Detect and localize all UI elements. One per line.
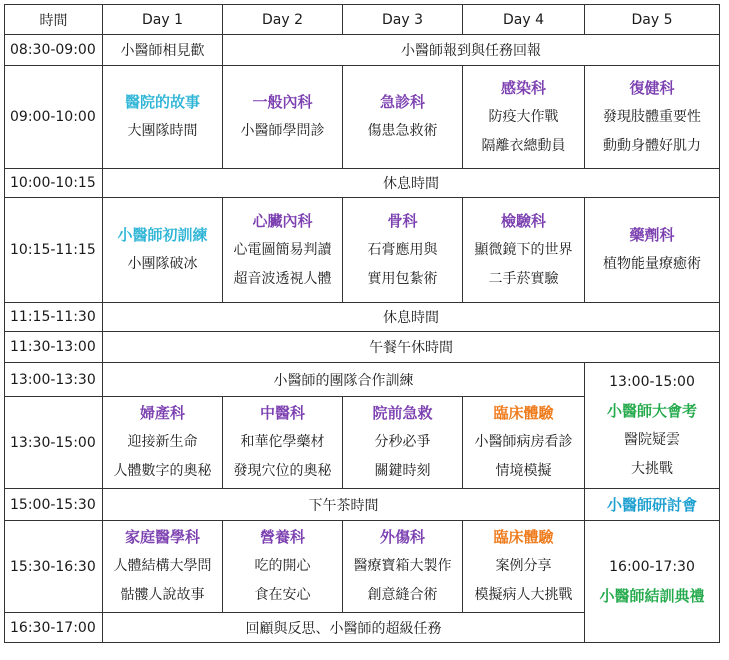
time-slot: 16:30-17:00 (5, 613, 103, 643)
session-cell (463, 66, 585, 169)
session-cell (585, 66, 720, 169)
session-detail: 實用包紮術 (367, 270, 438, 287)
subject-title: 藥劑科 (629, 226, 675, 244)
subject-title: 小醫師研討會 (606, 496, 697, 514)
header-day-3: Day 3 (343, 5, 463, 35)
time-slot: 13:00-13:30 (5, 363, 103, 397)
time-slot: 15:30-16:30 (5, 521, 103, 613)
session-cell (463, 198, 585, 303)
subject-title: 檢驗科 (500, 211, 546, 230)
session-cell (223, 397, 343, 489)
session-cell (343, 397, 463, 489)
session-detail: 發現穴位的奧秘 (233, 463, 332, 479)
break-activity: 休息時間 (103, 169, 720, 198)
session-time: 16:00-17:30 (609, 558, 695, 575)
header-day-5: Day 5 (585, 5, 720, 35)
session-cell (103, 198, 223, 303)
session-detail: 人體結構大學問 (113, 558, 212, 574)
session-detail: 大挑戰 (631, 460, 673, 477)
schedule-row (5, 521, 720, 613)
schedule-row (5, 489, 720, 521)
subject-title: 營養科 (259, 528, 305, 546)
subject-title: 臨床體驗 (493, 528, 554, 546)
session-cell (463, 521, 585, 613)
schedule-row (5, 66, 720, 169)
session-detail: 心電圖簡易判讀 (233, 241, 332, 258)
schedule-row (5, 363, 720, 397)
schedule-row (5, 169, 720, 198)
session-detail: 大團隊時間 (127, 123, 198, 139)
session-detail: 顯微鏡下的世界 (474, 241, 573, 258)
session-cell (585, 198, 720, 303)
session-detail: 小醫師病房看診 (474, 434, 573, 450)
header-row (5, 5, 720, 35)
subject-title: 骨科 (387, 211, 418, 230)
session-detail: 醫院疑雲 (624, 431, 680, 448)
header-day-4: Day 4 (463, 5, 585, 35)
header-day-2: Day 2 (223, 5, 343, 35)
subject-title: 一般內科 (252, 93, 313, 111)
session-detail: 動動身體好肌力 (603, 137, 701, 154)
subject-title: 外傷科 (379, 528, 425, 546)
session-detail: 關鍵時刻 (374, 463, 431, 479)
session-detail: 創意縫合術 (367, 587, 438, 603)
session-detail: 模擬病人大挑戰 (474, 587, 573, 603)
subject-title: 小醫師初訓練 (117, 226, 208, 244)
merged-activity: 回顧與反思、小醫師的超級任務 (103, 613, 585, 643)
session-detail: 分秒必爭 (374, 434, 431, 450)
header-day-1: Day 1 (103, 5, 223, 35)
session-detail: 發現肢體重要性 (603, 108, 701, 125)
session-cell (223, 521, 343, 613)
session-cell (223, 66, 343, 169)
session-time: 13:00-15:00 (609, 373, 695, 390)
schedule-row (5, 35, 720, 66)
subject-title: 小醫師大會考 (606, 401, 697, 420)
session-detail: 人體數字的奧秘 (113, 463, 212, 479)
time-slot: 11:15-11:30 (5, 303, 103, 332)
session-detail: 食在安心 (254, 587, 311, 603)
time-slot: 15:00-15:30 (5, 489, 103, 521)
session-detail: 石膏應用與 (367, 241, 438, 258)
session-detail: 案例分享 (495, 558, 552, 574)
subject-title: 院前急救 (372, 404, 433, 422)
session-cell (343, 66, 463, 169)
session-detail: 小團隊破冰 (127, 256, 198, 272)
day5-seminar-cell (585, 489, 720, 521)
merged-activity: 小醫師的團隊合作訓練 (103, 363, 585, 397)
subject-title: 急診科 (379, 93, 425, 111)
session-detail: 小醫師學問診 (240, 123, 325, 139)
time-slot: 13:30-15:00 (5, 397, 103, 489)
session-cell (223, 198, 343, 303)
merged-activity: 小醫師報到與任務回報 (223, 35, 720, 66)
time-slot: 11:30-13:00 (5, 332, 103, 363)
session-detail: 傷患急救術 (367, 123, 438, 139)
subject-title: 復健科 (629, 78, 675, 97)
time-slot: 10:00-10:15 (5, 169, 103, 198)
day5-closing-cell (585, 521, 720, 643)
session-cell (103, 397, 223, 489)
session-detail: 植物能量療癒術 (603, 256, 701, 272)
session-detail: 情境模擬 (495, 463, 552, 479)
session-detail: 吃的開心 (254, 558, 311, 574)
session-cell (463, 397, 585, 489)
session-detail: 迎接新生命 (127, 434, 198, 450)
subject-title: 中醫科 (259, 404, 305, 422)
session-cell (343, 198, 463, 303)
tea-break-activity: 下午茶時間 (103, 489, 585, 521)
schedule-row (5, 303, 720, 332)
subject-title: 臨床體驗 (493, 404, 554, 422)
day1-activity: 小醫師相見歡 (103, 35, 223, 66)
time-slot: 08:30-09:00 (5, 35, 103, 66)
session-detail: 醫療寶箱大製作 (353, 558, 452, 574)
schedule-row (5, 332, 720, 363)
time-slot: 09:00-10:00 (5, 66, 103, 169)
break-activity: 休息時間 (103, 303, 720, 332)
session-detail: 骷髏人說故事 (120, 587, 205, 603)
header-time: 時間 (5, 5, 103, 35)
subject-title: 感染科 (500, 78, 546, 97)
session-detail: 二手菸實驗 (488, 270, 559, 287)
subject-title: 醫院的故事 (124, 93, 200, 111)
session-detail: 防疫大作戰 (488, 108, 559, 125)
subject-title: 小醫師結訓典禮 (599, 586, 705, 605)
session-detail: 超音波透視人體 (233, 270, 332, 287)
day5-afternoon-cell (585, 363, 720, 489)
schedule-table (4, 4, 720, 643)
session-detail: 和華佗學藥材 (240, 434, 325, 450)
subject-title: 家庭醫學科 (124, 528, 200, 546)
schedule-row (5, 198, 720, 303)
session-cell (103, 66, 223, 169)
lunch-activity: 午餐午休時間 (103, 332, 720, 363)
session-cell (103, 521, 223, 613)
session-detail: 隔離衣總動員 (481, 137, 566, 154)
session-cell (343, 521, 463, 613)
subject-title: 婦產科 (139, 404, 185, 422)
time-slot: 10:15-11:15 (5, 198, 103, 303)
subject-title: 心臟內科 (252, 211, 313, 230)
